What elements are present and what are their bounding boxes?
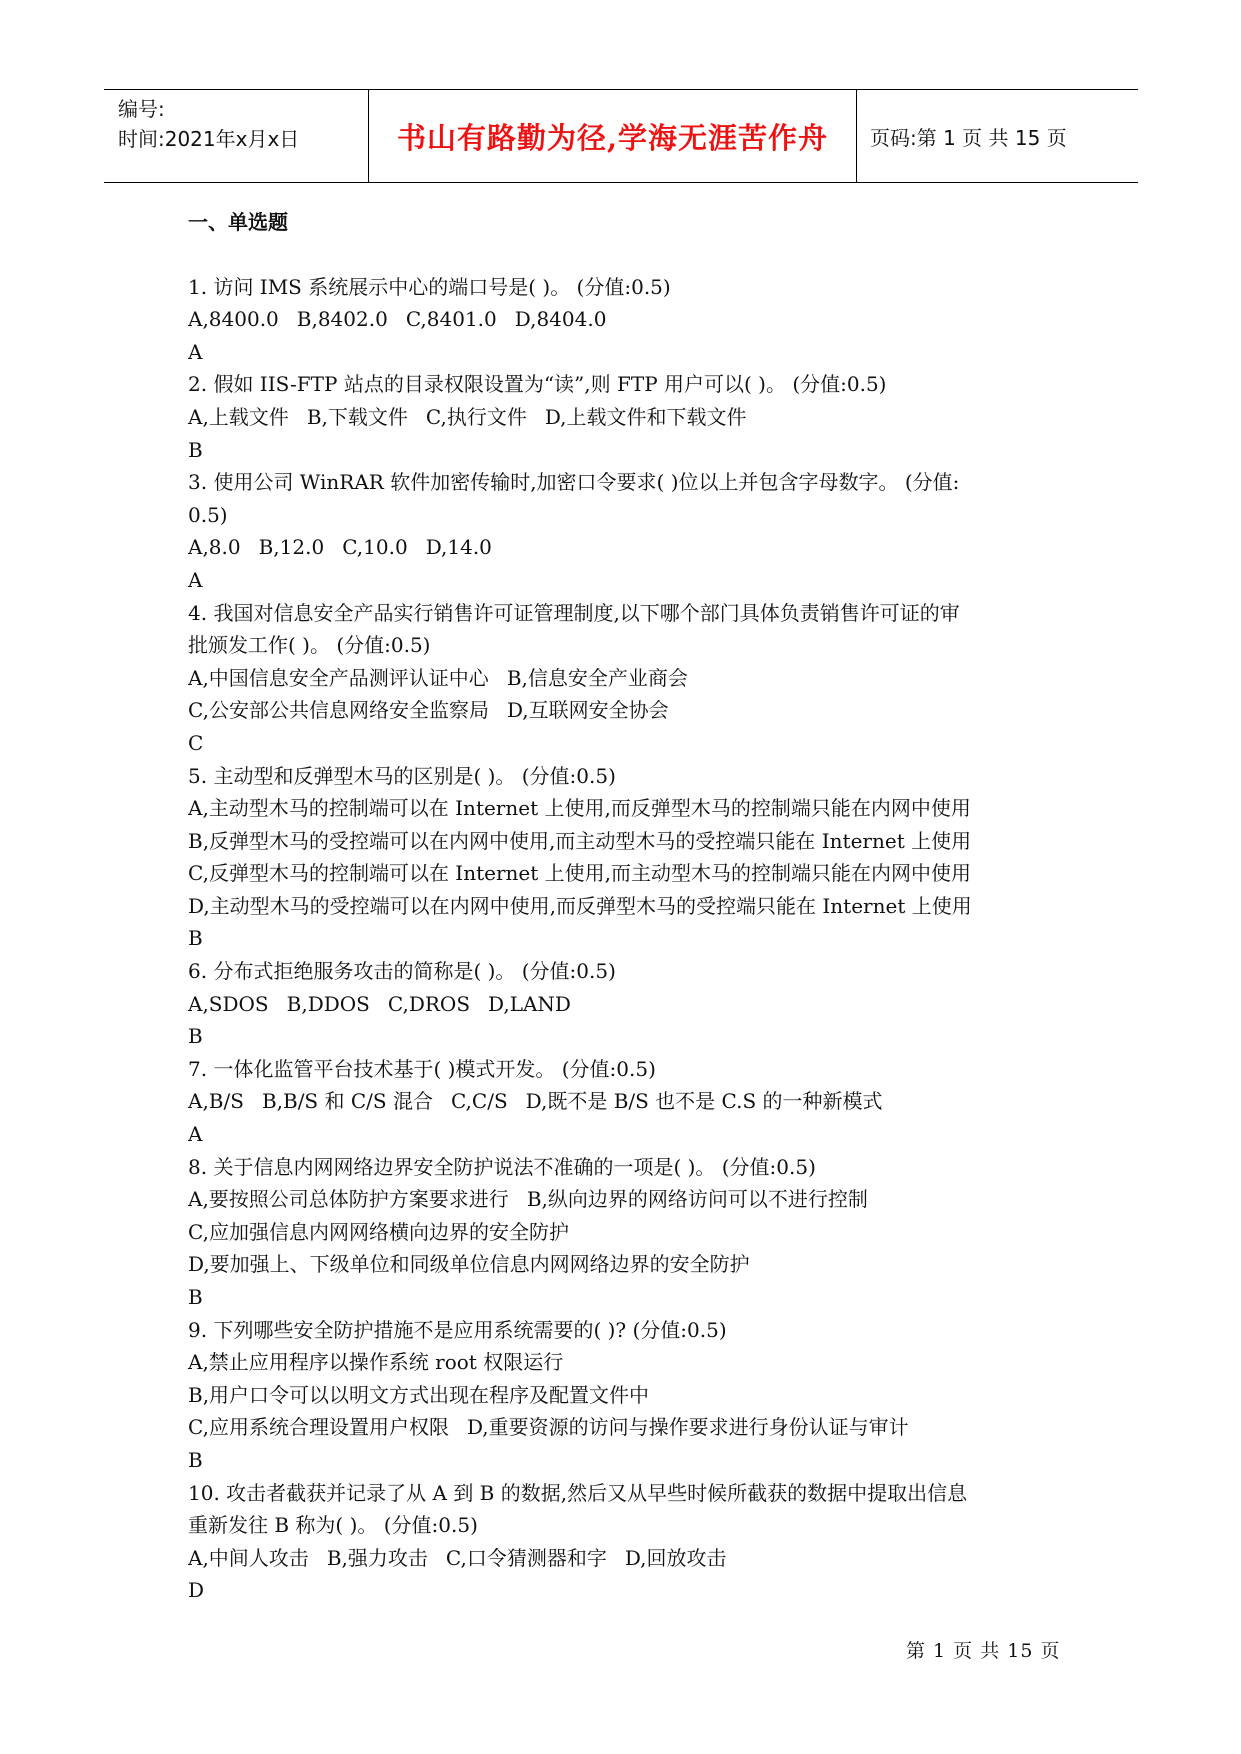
- option-item: B,下载文件: [306, 404, 408, 429]
- option-line: [188, 1216, 1068, 1249]
- page-header: [104, 89, 1138, 183]
- question-text: 重新发往 B 称为( )。 (分值:0.5): [188, 1513, 478, 1538]
- number-label: 编号:: [118, 97, 165, 121]
- question-text: 6. 分布式拒绝服务攻击的简称是( )。 (分值:0.5): [188, 959, 616, 984]
- option-line: [188, 1085, 1068, 1118]
- option-item: C,应用系统合理设置用户权限: [188, 1415, 449, 1440]
- option-item: A,8.0: [188, 535, 241, 560]
- question-text: 2. 假如 IIS-FTP 站点的目录权限设置为“读”,则 FTP 用户可以( )。 (分值:0.5): [188, 372, 887, 397]
- question-text: 1. 访问 IMS 系统展示中心的端口号是( )。 (分值:0.5): [188, 274, 671, 299]
- option-line: [188, 1248, 1068, 1281]
- answer: B: [188, 1447, 203, 1472]
- question-block: [188, 368, 1068, 466]
- question-text: 5. 主动型和反弹型木马的区别是( )。 (分值:0.5): [188, 763, 616, 788]
- option-item: A,中间人攻击: [188, 1545, 309, 1570]
- answer: C: [188, 730, 204, 755]
- option-item: D,要加强上、下级单位和同级单位信息内网网络边界的安全防护: [188, 1252, 750, 1277]
- option-item: C,DROS: [387, 991, 471, 1016]
- option-item: B,B/S 和 C/S 混合: [261, 1089, 433, 1114]
- option-item: A,主动型木马的控制端可以在 Internet 上使用,而反弹型木马的控制端只能在内网中使用: [188, 796, 971, 821]
- option-line: [188, 792, 1068, 825]
- option-item: C,C/S: [450, 1089, 508, 1114]
- option-line: [188, 890, 1068, 923]
- option-item: B,反弹型木马的受控端可以在内网中使用,而主动型木马的受控端只能在 Internet 上使用: [188, 828, 972, 853]
- option-item: A,SDOS: [188, 991, 269, 1016]
- question-text: 4. 我国对信息安全产品实行销售许可证管理制度,以下哪个部门具体负责销售许可证的审: [188, 600, 960, 625]
- question-text: 3. 使用公司 WinRAR 软件加密传输时,加密口令要求( )位以上并包含字母数字。 (分值:: [188, 470, 960, 495]
- question-block: [188, 955, 1068, 1053]
- question-block: [188, 271, 1068, 369]
- question-text: 9. 下列哪些安全防护措施不是应用系统需要的( )? (分值:0.5): [188, 1317, 727, 1342]
- option-line: [188, 1411, 1068, 1444]
- question-block: [188, 466, 1068, 596]
- header-meta: [118, 94, 358, 154]
- option-item: B,8402.0: [296, 307, 388, 332]
- option-item: B,12.0: [258, 535, 325, 560]
- question-text: 8. 关于信息内网网络边界安全防护说法不准确的一项是( )。 (分值:0.5): [188, 1154, 816, 1179]
- option-item: D,LAND: [488, 991, 571, 1016]
- answer: A: [188, 567, 203, 592]
- question-text: 0.5): [188, 502, 228, 527]
- option-item: A,要按照公司总体防护方案要求进行: [188, 1187, 509, 1212]
- option-line: [188, 857, 1068, 890]
- option-item: C,10.0: [342, 535, 408, 560]
- option-line: [188, 988, 1068, 1021]
- option-item: B,用户口令可以以明文方式出现在程序及配置文件中: [188, 1382, 650, 1407]
- option-item: A,禁止应用程序以操作系统 root 权限运行: [188, 1350, 564, 1375]
- option-line: [188, 825, 1068, 858]
- question-text: 10. 攻击者截获并记录了从 A 到 B 的数据,然后又从早些时候所截获的数据中提取出信息: [188, 1480, 968, 1505]
- question-text: 批颁发工作( )。 (分值:0.5): [188, 633, 431, 658]
- option-item: A,中国信息安全产品测评认证中心: [188, 665, 489, 690]
- option-line: [188, 1183, 1068, 1216]
- option-line: [188, 401, 1068, 434]
- option-item: B,强力攻击: [326, 1545, 428, 1570]
- document-body: [188, 206, 1068, 1607]
- answer: B: [188, 926, 203, 951]
- option-line: [188, 531, 1068, 564]
- option-item: A,8400.0: [188, 307, 279, 332]
- header-divider: [856, 90, 857, 182]
- page-footer: 第 1 页 共 15 页: [906, 1640, 1061, 1662]
- option-item: B,纵向边界的网络访问可以不进行控制: [526, 1187, 868, 1212]
- section-title: 一、单选题: [188, 210, 288, 234]
- option-item: D,14.0: [425, 535, 492, 560]
- question-block: [188, 1477, 1068, 1607]
- option-line: [188, 303, 1068, 336]
- option-line: [188, 694, 1068, 727]
- answer: D: [188, 1578, 205, 1603]
- option-item: C,公安部公共信息网络安全监察局: [188, 698, 489, 723]
- question-block: [188, 1314, 1068, 1477]
- option-item: D,上载文件和下载文件: [544, 404, 747, 429]
- time-label: 时间:2021年x月x日: [118, 127, 300, 151]
- option-item: C,口令猜测器和字: [445, 1545, 607, 1570]
- option-item: D,互联网安全协会: [506, 698, 669, 723]
- option-item: A,B/S: [188, 1089, 244, 1114]
- question-block: [188, 760, 1068, 956]
- question-text: 7. 一体化监管平台技术基于( )模式开发。 (分值:0.5): [188, 1056, 656, 1081]
- question-list: [188, 271, 1068, 1607]
- option-item: D,8404.0: [514, 307, 607, 332]
- option-line: [188, 1346, 1068, 1379]
- option-item: A,上载文件: [188, 404, 289, 429]
- option-item: B,信息安全产业商会: [506, 665, 688, 690]
- option-item: C,8401.0: [405, 307, 497, 332]
- option-item: D,回放攻击: [624, 1545, 727, 1570]
- answer: B: [188, 1024, 203, 1049]
- header-page-info: 页码:第 1 页 共 15 页: [870, 125, 1067, 150]
- question-block: [188, 1151, 1068, 1314]
- option-line: [188, 1542, 1068, 1575]
- question-block: [188, 1053, 1068, 1151]
- option-line: [188, 662, 1068, 695]
- option-item: D,既不是 B/S 也不是 C.S 的一种新模式: [525, 1089, 883, 1114]
- option-item: B,DDOS: [286, 991, 370, 1016]
- option-item: C,应加强信息内网网络横向边界的安全防护: [188, 1219, 569, 1244]
- header-motto: 书山有路勤为径,学海无涯苦作舟: [396, 120, 829, 155]
- option-item: C,反弹型木马的控制端可以在 Internet 上使用,而主动型木马的控制端只能在内网中使用: [188, 861, 971, 886]
- option-item: C,执行文件: [425, 404, 527, 429]
- option-item: D,主动型木马的受控端可以在内网中使用,而反弹型木马的受控端只能在 Internet 上使用: [188, 893, 972, 918]
- answer: B: [188, 1285, 203, 1309]
- answer: B: [188, 437, 203, 462]
- question-block: [188, 597, 1068, 760]
- answer: A: [188, 1122, 203, 1147]
- option-item: D,重要资源的访问与操作要求进行身份认证与审计: [466, 1415, 909, 1440]
- option-line: [188, 1379, 1068, 1412]
- answer: A: [188, 339, 203, 364]
